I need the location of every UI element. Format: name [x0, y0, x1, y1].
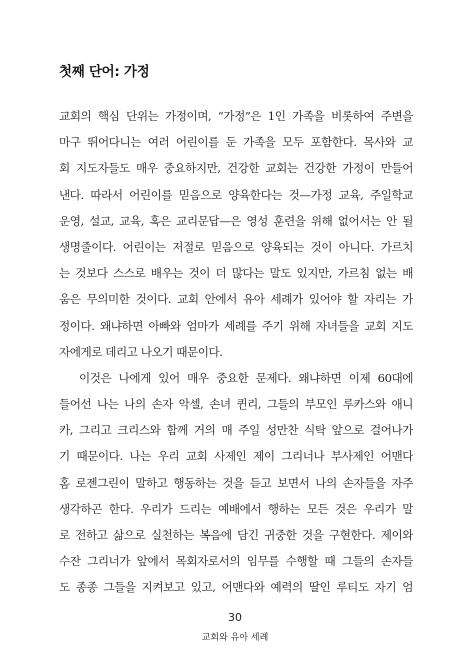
text-line: 기 때문이다. 나는 우리 교회 사제인 제이 그리너나 부사제인 어맨다 [59, 449, 413, 464]
running-footer-title: 교회와 유아 세례 [201, 633, 269, 643]
text-line: 도 종종 그들을 지켜보고 있고, 어맨다와 예력의 딸인 루티도 자기 엄 [59, 580, 413, 595]
text-line: 운영, 설교, 교육, 혹은 교리문답—은 영성 훈련을 위해 없어서는 안 될 [59, 213, 413, 228]
page-number: 30 [228, 611, 242, 624]
text-line: 카, 그리고 크리스와 함께 거의 매 주일 성만찬 식탁 앞으로 걸어나가 [59, 423, 413, 438]
text-line: 이것은 나에게 있어 매우 중요한 문제다. 왜냐하면 이제 60대에 [79, 370, 413, 385]
text-line: 움은 무의미한 것이다. 교회 안에서 유아 세례가 있어야 할 자리는 가 [59, 292, 413, 307]
text-line: 수잔 그리너가 앞에서 목회자로서의 임무를 수행할 때 그들의 손자들 [59, 554, 413, 569]
text-line: 자에게로 데리고 나오기 때문이다. [59, 344, 223, 359]
text-line: 생각하곤 한다. 우리가 드리는 예배에서 행하는 모든 것은 우리가 말 [59, 501, 413, 516]
text-line: 들어선 나는 나의 손자 악셀, 손녀 퀸리, 그들의 부모인 루카스와 애니 [59, 397, 413, 412]
section-heading: 첫째 단어: 가정 [59, 64, 150, 80]
text-line: 교회의 핵심 단위는 가정이며, “가정”은 1인 가족을 비롯하여 주변을 [59, 109, 413, 123]
text-line: 는 것보다 스스로 배우는 것이 더 많다는 말도 있지만, 가르침 없는 배 [59, 266, 413, 281]
text-line: 낸다. 따라서 어린이를 믿음으로 양육한다는 것—가정 교육, 주일학교 [59, 187, 413, 202]
text-line: 정이다. 왜냐하면 아빠와 엄마가 세례를 주기 위해 자녀들을 교회 지도 [59, 318, 413, 333]
text-line: 로 전하고 삶으로 실천하는 복음에 담긴 귀중한 것을 구현한다. 제이와 [59, 528, 413, 542]
text-line: 회 지도자들도 매우 중요하지만, 건강한 교회는 건강한 가정이 만들어 [59, 161, 413, 176]
body-text [59, 103, 413, 601]
text-line: 생명줄이다. 어린이는 저절로 믿음으로 양육되는 것이 아니다. 가르치 [59, 239, 413, 254]
text-line: 홈 로젠그린이 말하고 행동하는 것을 듣고 보면서 나의 손자들을 자주 [59, 475, 413, 490]
text-line: 마구 뛰어다니는 여러 어린이를 둔 가족을 모두 포함한다. 목사와 교 [59, 135, 413, 150]
